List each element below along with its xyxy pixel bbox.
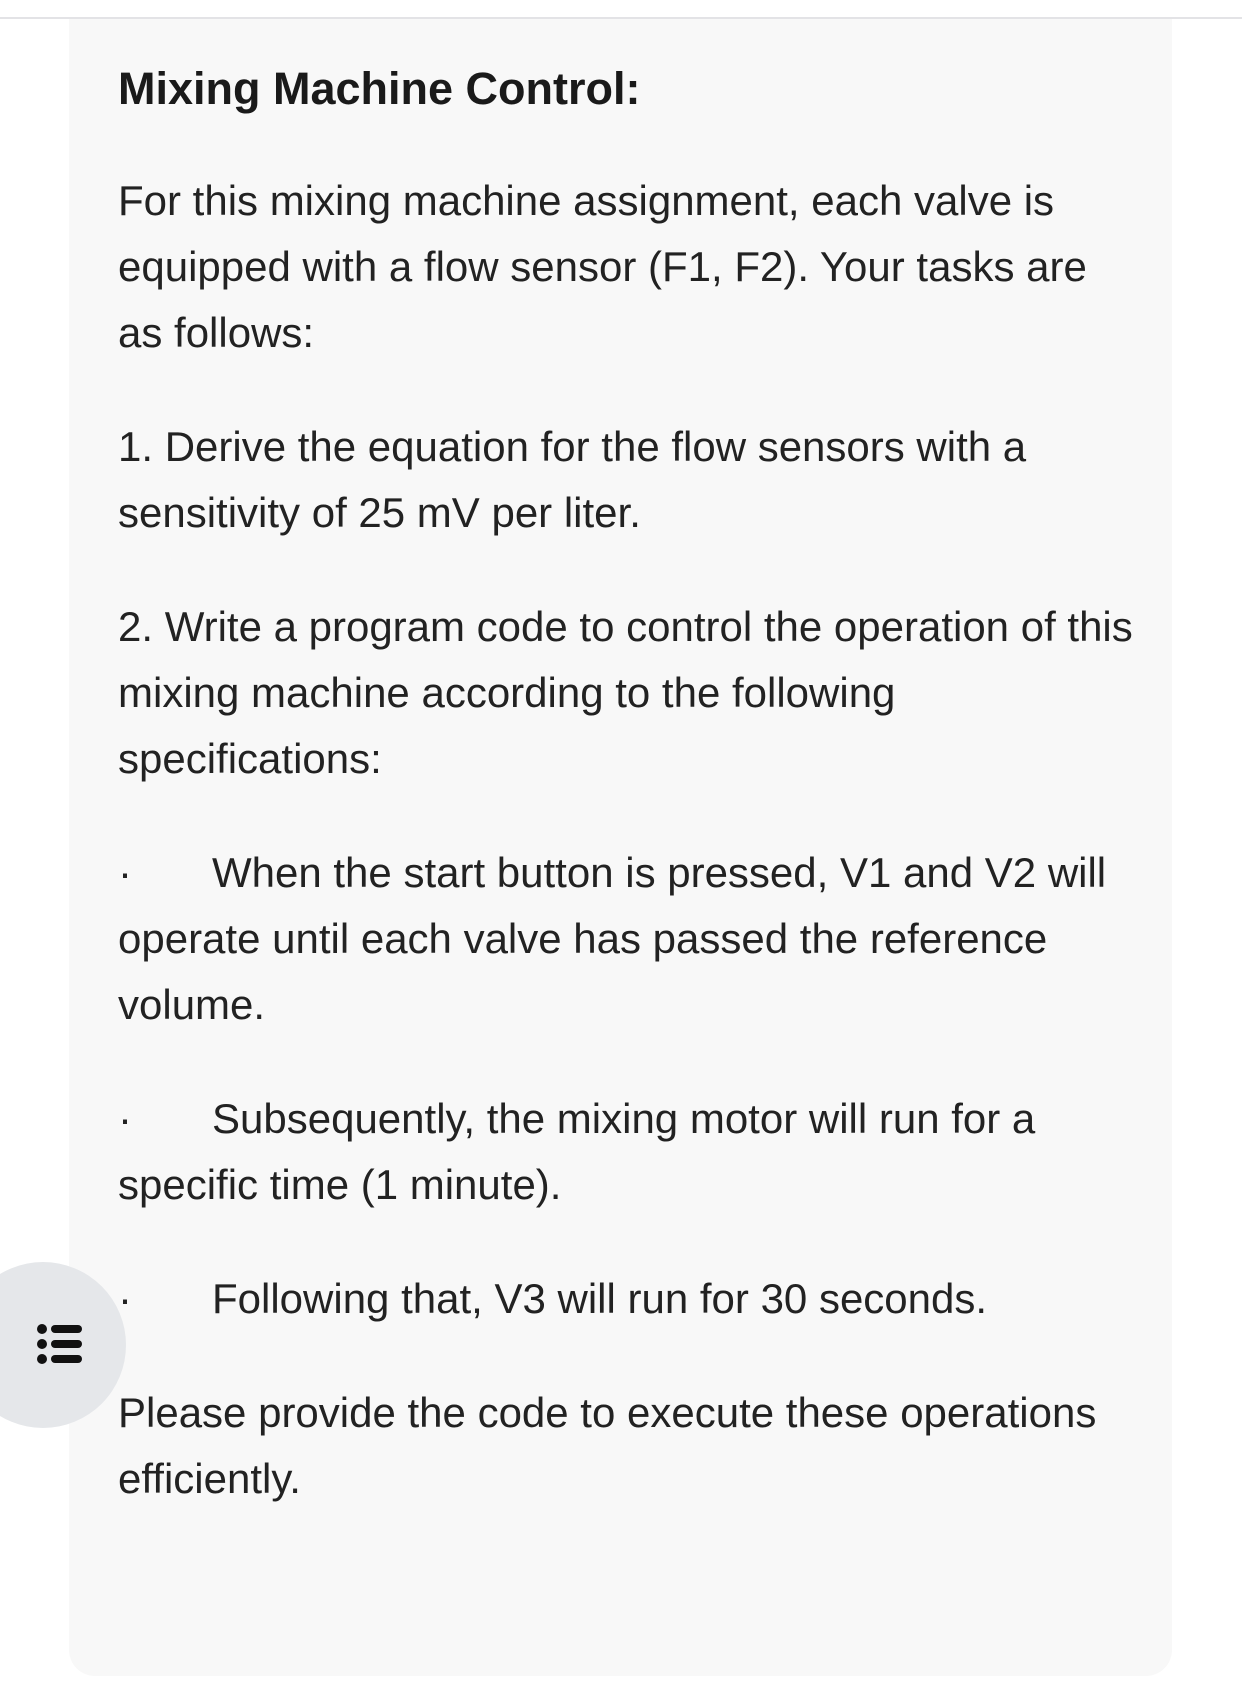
- intro-paragraph: For this mixing machine assignment, each valve is equipped with a flow sensor (F1, F2). Your tasks are as follows:: [118, 177, 1087, 356]
- bullet-text: When the start button is pressed, V1 and V2 will operate until each valve has passed the reference volume.: [118, 849, 1107, 1028]
- message-title: Mixing Machine Control:: [118, 63, 641, 114]
- task-1-paragraph: 1. Derive the equation for the flow sensors with a sensitivity of 25 mV per liter.: [118, 423, 1027, 536]
- task-2-paragraph: 2. Write a program code to control the operation of this mixing machine according to the following specifications:: [118, 603, 1133, 782]
- closing-paragraph: Please provide the code to execute these operations efficiently.: [118, 1389, 1097, 1502]
- bullet-text: Following that, V3 will run for 30 seconds.: [212, 1275, 988, 1322]
- bullet-text: Subsequently, the mixing motor will run for a specific time (1 minute).: [118, 1095, 1036, 1208]
- bullet-item: [118, 1266, 1133, 1332]
- bullet-marker: ·: [118, 1275, 132, 1322]
- list-icon: [36, 1320, 84, 1368]
- bullet-item: [118, 840, 1133, 1038]
- message-content: [118, 56, 1133, 1560]
- bullet-marker: ·: [118, 849, 132, 896]
- bullet-marker: ·: [118, 1095, 132, 1142]
- bullet-item: [118, 1086, 1133, 1218]
